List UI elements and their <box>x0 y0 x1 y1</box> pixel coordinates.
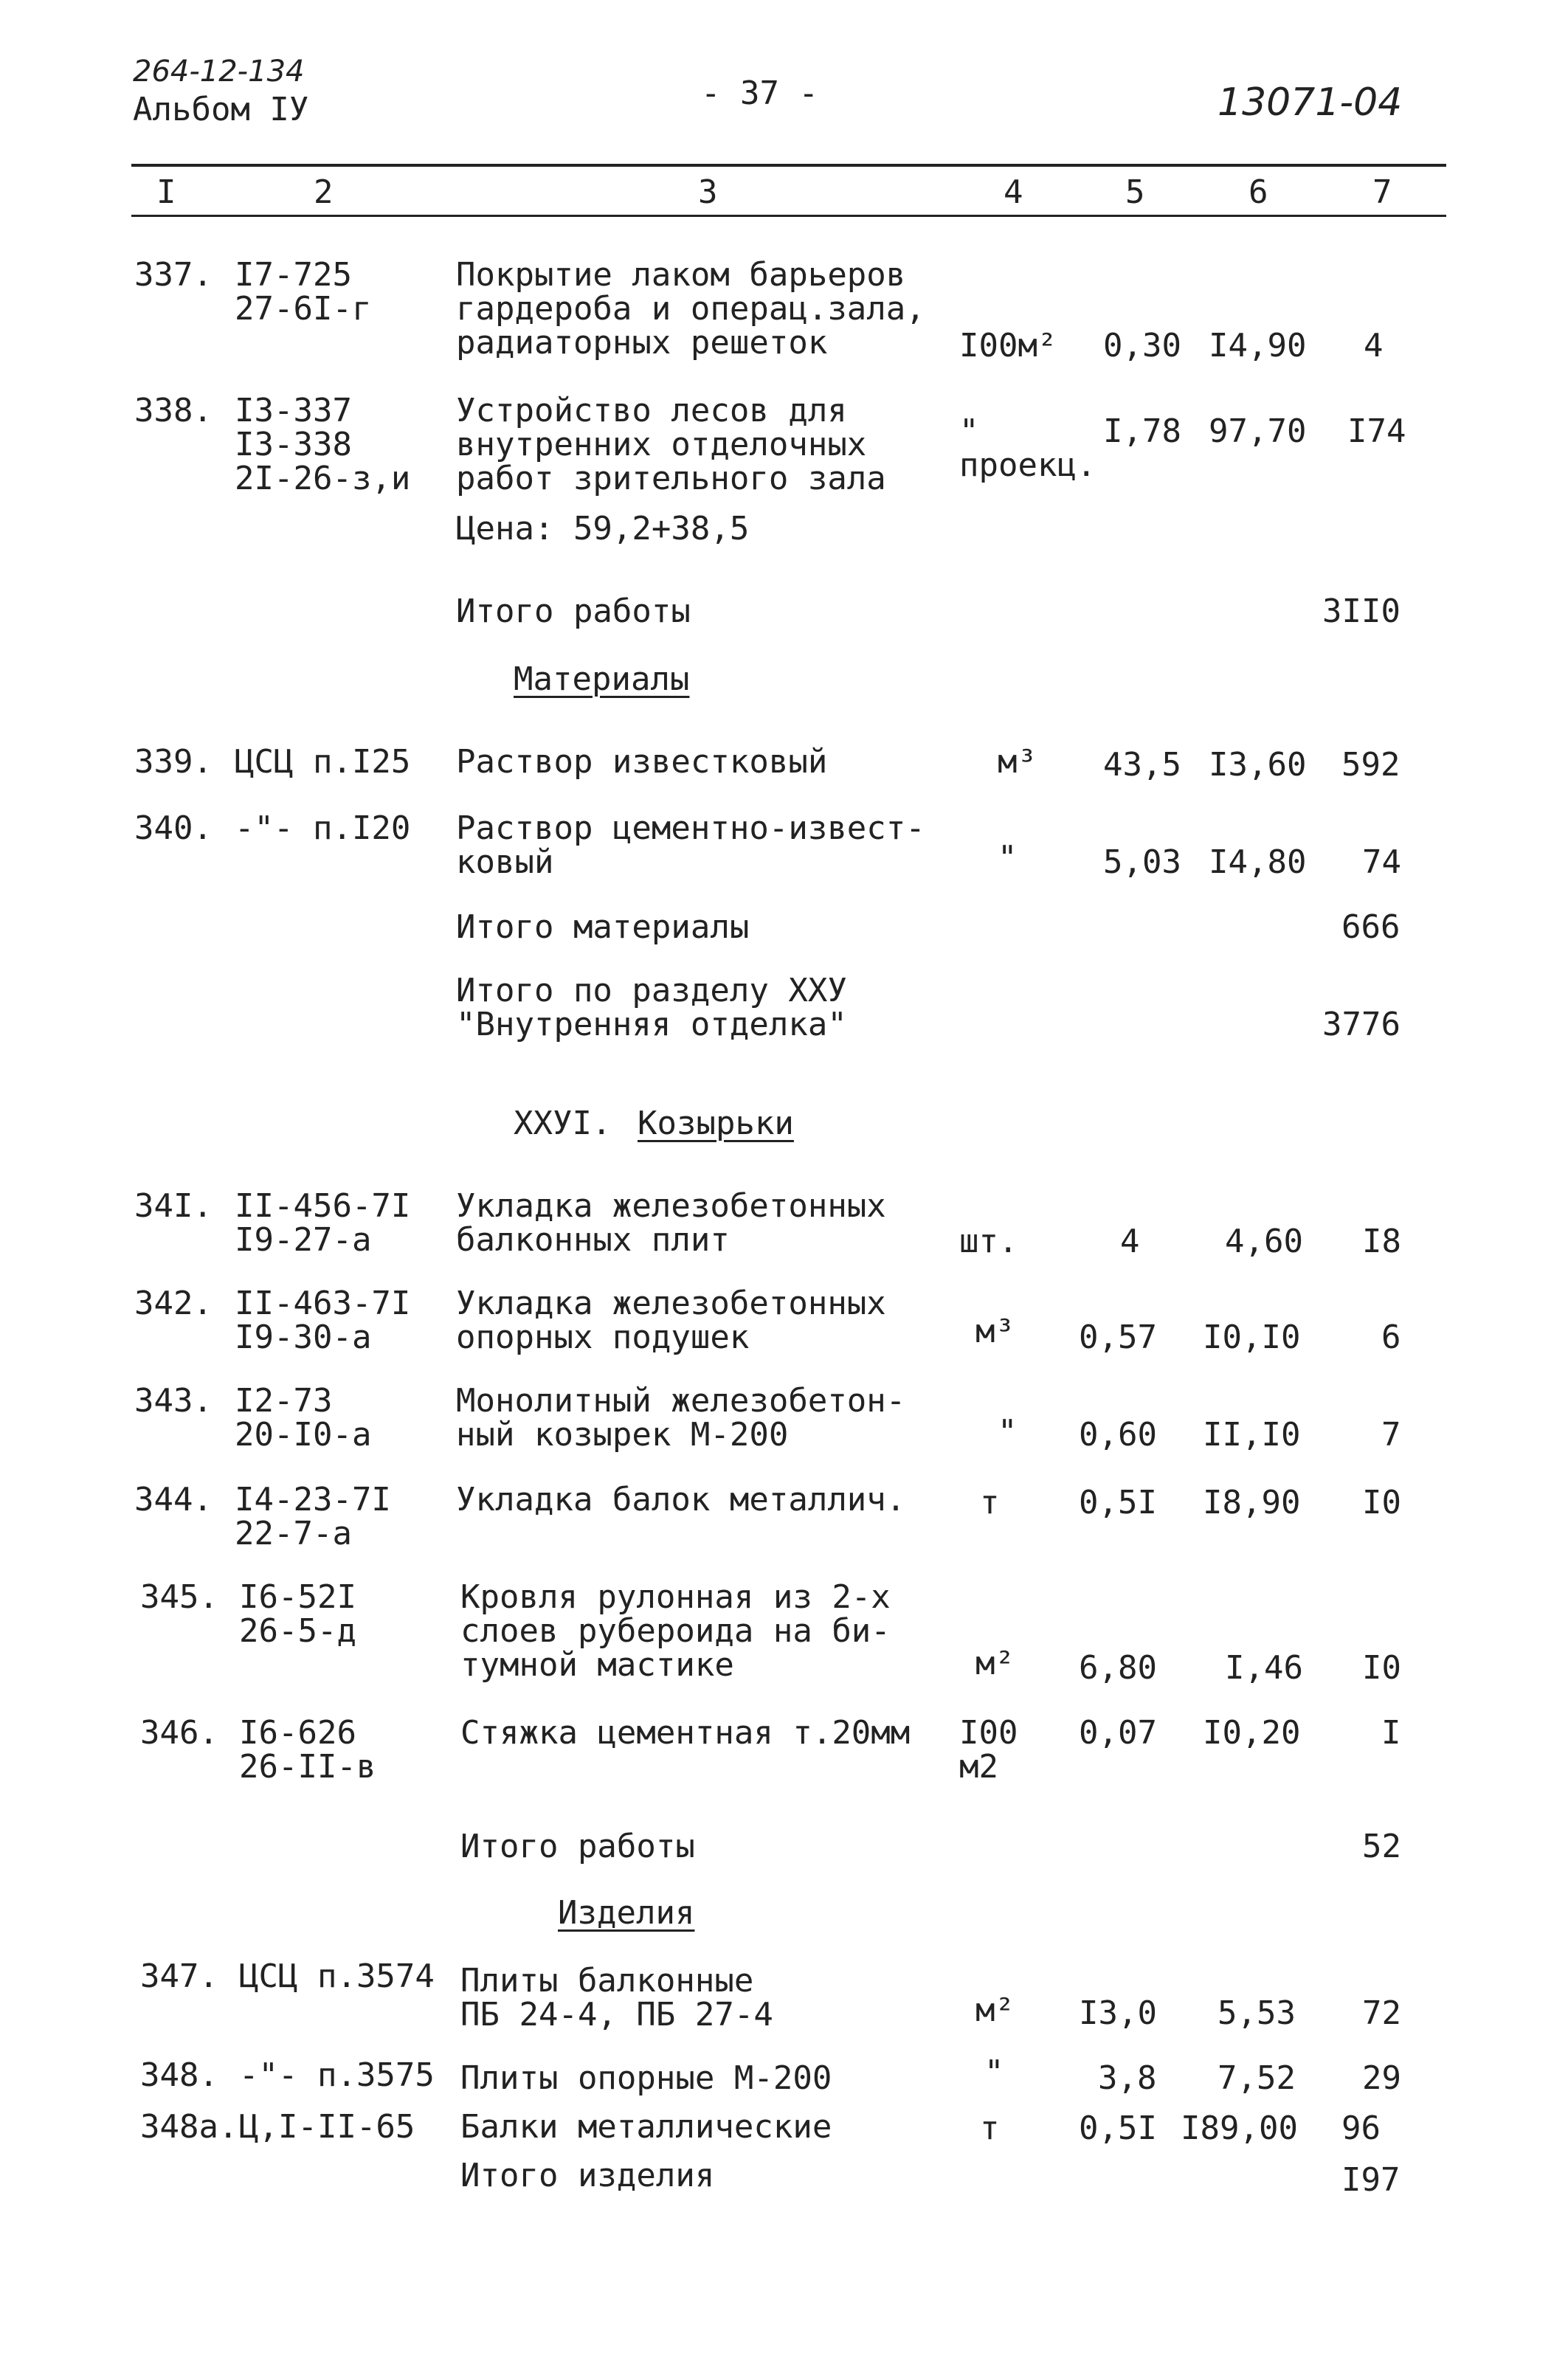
row-price: I89,00 <box>1181 2110 1298 2147</box>
row-description: Кровля рулонная из 2-х слоев рубероида на би- тумной мастике <box>460 1578 891 1684</box>
row-quantity: 0,07 <box>1079 1714 1157 1752</box>
row-price: 4,60 <box>1225 1223 1303 1260</box>
row-unit: м³ <box>975 1313 1015 1350</box>
row-price: I4,80 <box>1209 843 1307 881</box>
row-quantity: 0,5I <box>1079 1484 1157 1521</box>
row-sum: I8 <box>1362 1223 1401 1260</box>
row-price: I8,90 <box>1203 1484 1301 1521</box>
row-code: ЦСЦ п.I25 <box>235 743 411 781</box>
row-quantity: 4 <box>1120 1223 1140 1260</box>
row-unit: I00м² <box>959 327 1057 364</box>
row-quantity: 43,5 <box>1103 746 1181 784</box>
row-code: I4-23-7I 22-7-а <box>235 1481 391 1552</box>
row-code: I6-52I 26-5-д <box>239 1578 356 1650</box>
row-number: 348. <box>140 2056 218 2094</box>
row-quantity: 0,60 <box>1079 1416 1157 1454</box>
subtotal-label: Итого работы <box>456 592 691 630</box>
row-unit: шт. <box>959 1223 1018 1260</box>
row-number: 344. <box>134 1481 213 1518</box>
column-header-7: 7 <box>1372 173 1392 211</box>
row-description: Укладка балок металлич. <box>456 1481 906 1518</box>
row-description: Раствор цементно-извест- ковый <box>456 809 925 881</box>
page-number: - 37 - <box>701 75 818 112</box>
row-number: 348а. <box>140 2108 238 2146</box>
subtotal-label: Итого материалы <box>456 908 750 946</box>
column-header-6: 6 <box>1248 173 1268 211</box>
row-price: 5,53 <box>1218 1994 1296 2032</box>
section-title: Козырьки <box>638 1105 794 1142</box>
row-unit: I00 м2 <box>959 1714 1018 1786</box>
row-unit: т <box>980 2110 1000 2147</box>
row-unit: " <box>998 839 1018 877</box>
row-description: Укладка железобетонных балконных плит <box>456 1187 886 1259</box>
row-number: 343. <box>134 1382 213 1420</box>
row-number: 342. <box>134 1285 213 1322</box>
row-sum: 6 <box>1381 1319 1401 1356</box>
row-code: ЦСЦ п.3574 <box>239 1958 435 1995</box>
row-code: I6-626 26-II-в <box>239 1714 376 1786</box>
row-sum: 29 <box>1362 2059 1401 2097</box>
row-code: I7-725 27-6I-г <box>235 256 372 328</box>
row-code: -"- п.3575 <box>239 2056 435 2094</box>
row-description: Укладка железобетонных опорных подушек <box>456 1285 886 1356</box>
row-unit: м² <box>975 1991 1015 2029</box>
row-sum: 7 <box>1381 1416 1401 1454</box>
row-code: -"- п.I20 <box>235 809 411 847</box>
row-description: Стяжка цементная т.20мм <box>460 1714 911 1752</box>
row-description: Монолитный железобетон- ный козырек М-200 <box>456 1382 906 1454</box>
row-sum: 72 <box>1362 1994 1401 2032</box>
section-number: XXУI. <box>514 1105 612 1142</box>
row-unit: " <box>984 2053 1004 2091</box>
row-description: Покрытие лаком барьеров гардероба и операц.зала, радиаторных решеток <box>456 256 925 362</box>
row-sum: 4 <box>1364 327 1384 364</box>
subtotal-label: Итого работы <box>460 1828 695 1865</box>
subtotal-sum: I97 <box>1341 2161 1401 2199</box>
row-description: Раствор известковый <box>456 743 828 781</box>
row-code: Ц,I-II-65 <box>239 2108 415 2146</box>
row-price: I,46 <box>1225 1649 1303 1687</box>
subtotal-label: Итого изделия <box>460 2157 715 2194</box>
row-number: 339. <box>134 743 213 781</box>
row-number: 338. <box>134 392 213 429</box>
row-description: Балки металлические <box>460 2108 832 2146</box>
subtotal-sum: 52 <box>1362 1828 1401 1865</box>
header-rule-top <box>131 164 1446 167</box>
row-sum: 96 <box>1341 2110 1381 2147</box>
row-number: 346. <box>140 1714 218 1752</box>
row-number: 345. <box>140 1578 218 1616</box>
section-total-sum: 3776 <box>1322 1006 1401 1043</box>
section-heading: Изделия <box>558 1894 695 1932</box>
row-unit: м³ <box>998 743 1037 781</box>
row-description: Плиты балконные ПБ 24-4, ПБ 27-4 <box>460 1962 773 2034</box>
row-number: 347. <box>140 1958 218 1995</box>
row-price: I0,20 <box>1203 1714 1301 1752</box>
row-price-note: Цена: 59,2+38,5 <box>456 510 750 547</box>
row-quantity: 0,30 <box>1103 327 1181 364</box>
row-sum: I0 <box>1362 1484 1401 1521</box>
row-quantity: 6,80 <box>1079 1649 1157 1687</box>
row-number: 34I. <box>134 1187 213 1225</box>
row-unit: " проекц. <box>959 412 1096 484</box>
row-code: II-456-7I I9-27-а <box>235 1187 411 1259</box>
row-sum: 74 <box>1362 843 1401 881</box>
row-number: 340. <box>134 809 213 847</box>
row-code: II-463-7I I9-30-а <box>235 1285 411 1356</box>
row-sum: I0 <box>1362 1649 1401 1687</box>
row-unit: м² <box>975 1645 1015 1682</box>
row-sum: 592 <box>1341 746 1401 784</box>
column-header-5: 5 <box>1125 173 1145 211</box>
column-header-2: 2 <box>314 173 334 211</box>
row-price: 97,70 <box>1209 412 1307 450</box>
column-header-1: I <box>156 173 176 211</box>
row-price: I0,I0 <box>1203 1319 1301 1356</box>
subtotal-sum: 3II0 <box>1322 592 1401 630</box>
row-code: I3-337 I3-338 2I-26-з,и <box>235 392 411 497</box>
row-quantity: 0,57 <box>1079 1319 1157 1356</box>
row-quantity: 3,8 <box>1098 2059 1157 2097</box>
subtotal-sum: 666 <box>1341 908 1401 946</box>
row-description: Плиты опорные М-200 <box>460 2059 832 2097</box>
row-quantity: I3,0 <box>1079 1994 1157 2032</box>
row-unit: " <box>998 1413 1018 1451</box>
section-heading: Материалы <box>514 660 690 698</box>
row-number: 337. <box>134 256 213 294</box>
archive-number: 13071-04 <box>1218 80 1403 125</box>
row-unit: т <box>980 1484 1000 1521</box>
row-description: Устройство лесов для внутренних отделочных работ зрительного зала <box>456 392 886 497</box>
row-quantity: 5,03 <box>1103 843 1181 881</box>
column-header-4: 4 <box>1004 173 1023 211</box>
row-quantity: I,78 <box>1103 412 1181 450</box>
row-price: I4,90 <box>1209 327 1307 364</box>
row-quantity: 0,5I <box>1079 2110 1157 2147</box>
row-code: I2-73 20-I0-а <box>235 1382 372 1454</box>
row-sum: I74 <box>1347 412 1406 450</box>
row-price: 7,52 <box>1218 2059 1296 2097</box>
header-rule-bottom <box>131 215 1446 217</box>
album-label: Альбом IУ <box>133 91 309 128</box>
document-code: 264-12-134 <box>133 55 305 89</box>
row-sum: I <box>1381 1714 1401 1752</box>
row-price: I3,60 <box>1209 746 1307 784</box>
column-header-3: 3 <box>698 173 718 211</box>
row-price: II,I0 <box>1203 1416 1301 1454</box>
section-total-label: Итого по разделу XXУ "Внутренняя отделка" <box>456 972 847 1043</box>
